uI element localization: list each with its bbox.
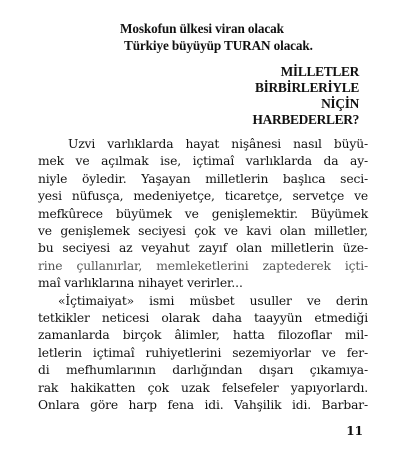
heading-line-1: MİLLETLER — [280, 64, 359, 79]
body-line: niyle öyledir. Yaşayan milletlerin başlıca seci- — [38, 171, 368, 186]
heading-line-4: HARBEDERLER? — [252, 112, 359, 127]
body-line: mefkûrece büyümek ve genişlemektir. Büyümek — [38, 206, 368, 221]
body-line: di mefhumlarının darlığından dışarı çıkamıya- — [38, 363, 368, 378]
body-line: ve genişlemek seciyesi çok ve kavi olan milletler, — [38, 224, 368, 239]
heading-line-3: NİÇİN — [321, 96, 359, 111]
epigraph-line-1: Moskofun ülkesi viran olacak — [120, 21, 284, 36]
body-line: rak hakikatten çok uzak felsefeler yapıyorlardı. — [38, 380, 368, 395]
body-line: «İçtimaiyat» ismi müsbet usuller ve derin — [58, 293, 368, 308]
page-number: 11 — [346, 424, 363, 438]
body-line: rine çullanırlar, memleketlerini zaptederek içti- — [38, 258, 368, 273]
body-line: letlerin içtimaî ruhiyetlerini sezemiyorlar ve fer- — [38, 345, 368, 360]
body-line: bu seciyesi az veyahut zayıf olan milletlerin üze- — [38, 241, 368, 256]
body-line: maî varlıklarına nihayet verirler... — [38, 276, 243, 291]
body-line: tetkikler neticesi olarak daha taayyün etmediği — [38, 311, 368, 326]
body-line: zamanlarda birçok âlimler, hatta filozoflar mil- — [38, 328, 368, 343]
body-line: Uzvi varlıklarda hayat nişânesi nasıl büyü- — [68, 137, 368, 151]
body-line: yesi nüfusça, medeniyetçe, ticaretçe, servetçe ve — [38, 189, 368, 204]
section-heading — [252, 64, 359, 128]
epigraph — [120, 20, 313, 54]
body-line: Onlara göre harp fena idi. Vahşilik idi. Barbar- — [38, 398, 368, 413]
epigraph-line-2: Türkiye büyüyüp TURAN olacak. — [124, 38, 313, 53]
body-line: mek ve açılmak ise, içtimaî varlıklarda da ay- — [38, 154, 368, 169]
heading-line-2: BİRBİRLERİYLE — [254, 80, 359, 95]
body-text — [38, 136, 368, 415]
